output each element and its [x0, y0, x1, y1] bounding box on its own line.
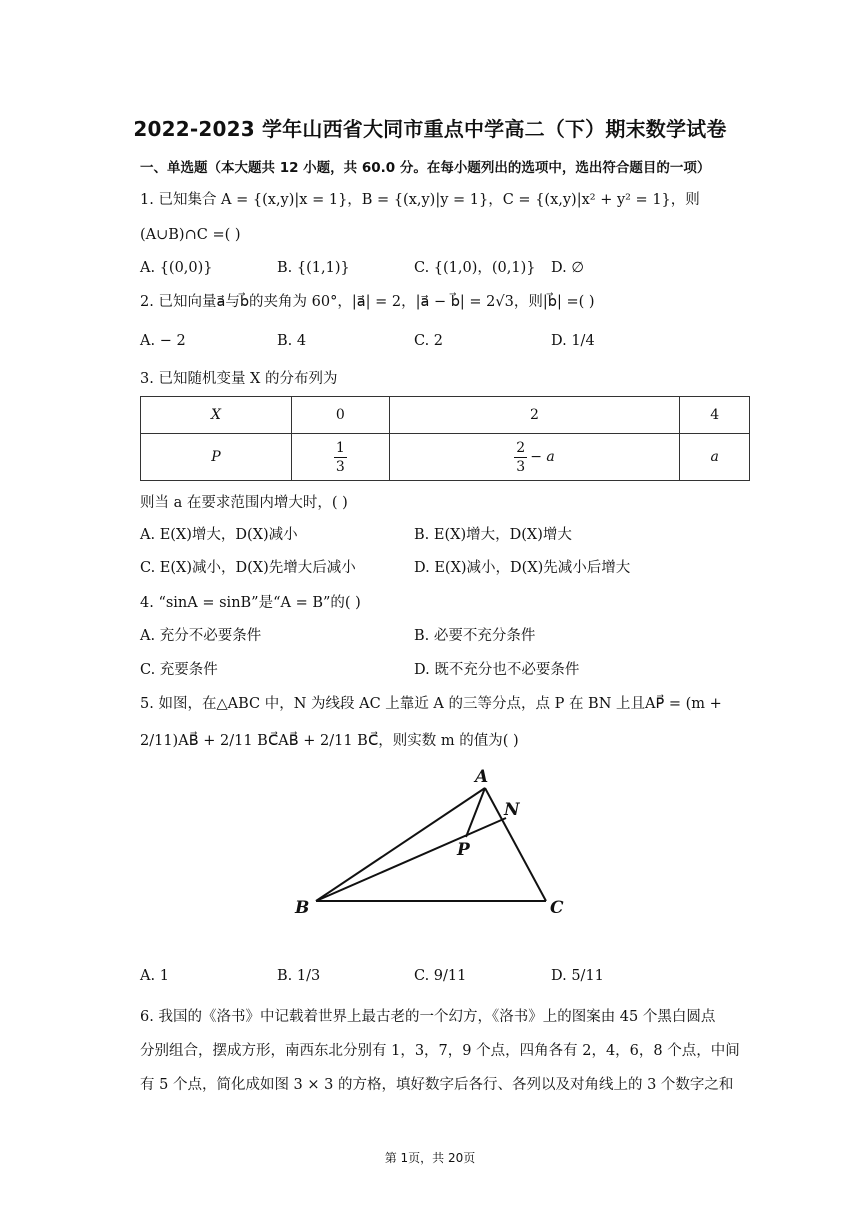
q1-stem: 1. 已知集合 A = {(x,y)|x = 1}，B = {(x,y)|y = 1}，C = {(x,y)|x² + y² = 1}，则	[140, 192, 700, 208]
q1-option-b: B. {(1,1)}	[277, 260, 350, 276]
q2-option-b: B. 4	[277, 333, 307, 349]
table-header-cell: 2	[389, 397, 680, 434]
q4-option-d: D. 既不充分也不必要条件	[414, 662, 580, 678]
table-header-cell: 4	[680, 397, 750, 434]
distribution-table	[140, 396, 750, 481]
vertex-label-a: A	[475, 767, 489, 787]
q5-option-b: B. 1/3	[277, 968, 321, 984]
numerator: 2	[516, 439, 526, 456]
q2-option-c: C. 2	[414, 333, 444, 349]
vertex-label-n: N	[504, 800, 520, 820]
table-header-cell: 0	[292, 397, 390, 434]
table-row	[141, 397, 750, 434]
q1-option-c: C. {(1,0)，(0,1)}	[414, 260, 536, 276]
q1-option-a: A. {(0,0)}	[140, 260, 213, 276]
q5-stem-cont: 2/11)AB⃗ + 2/11 BC⃗AB⃗ + 2/11 BC⃗，则实数 m 的值为( )	[140, 733, 519, 749]
q6-stem-cont-2: 有 5 个点，简化成如图 3 × 3 的方格，填好数字后各行、各列以及对角线上的 3 个数字之和	[140, 1077, 734, 1093]
page-footer: 第 1页，共 20页	[384, 1151, 476, 1165]
q6-stem-cont-1: 分别组合，摆成方形，南西东北分别有 1，3，7，9 个点，四角各有 2，4，6，8 个点，中间	[140, 1043, 740, 1059]
section-heading: 一、单选题（本大题共 12 小题，共 60.0 分。在每小题列出的选项中，选出符合题目的一项）	[140, 160, 711, 176]
denominator: 3	[516, 458, 526, 475]
q3-option-d: D. E(X)减小，D(X)先减小后增大	[414, 560, 631, 576]
q5-option-a: A. 1	[140, 968, 169, 984]
q3-option-c: C. E(X)减小，D(X)先增大后减小	[140, 560, 356, 576]
point-label-p: P	[457, 840, 470, 860]
table-header-cell: X	[141, 397, 292, 434]
table-cell: P	[141, 434, 292, 481]
fraction	[334, 439, 347, 476]
q4-option-b: B. 必要不充分条件	[414, 628, 536, 644]
q2-stem: 2. 已知向量a⃗与b⃗的夹角为 60°，|a⃗| = 2，|a⃗ − b⃗| = 2√3，则|b⃗| =( )	[140, 294, 595, 310]
minus-a: − a	[530, 449, 555, 465]
fraction	[514, 439, 527, 476]
q2-option-a: A. − 2	[140, 333, 186, 349]
vertex-label-b: B	[295, 898, 310, 918]
table-row	[141, 434, 750, 481]
triangle-figure	[280, 760, 580, 920]
q2-option-d: D. 1/4	[551, 333, 595, 349]
q6-stem: 6. 我国的《洛书》中记载着世界上最古老的一个幻方，《洛书》上的图案由 45 个黑白圆点	[140, 1009, 716, 1025]
q3-option-a: A. E(X)增大，D(X)减小	[140, 527, 298, 543]
table-cell	[389, 434, 680, 481]
table-cell	[292, 434, 390, 481]
vertex-label-c: C	[550, 898, 564, 918]
q5-stem: 5. 如图，在△ABC 中，N 为线段 AC 上靠近 A 的三等分点，点 P 在 BN 上且AP⃗ = (m +	[140, 696, 722, 712]
numerator: 1	[335, 439, 345, 456]
q1-stem-cont: (A∪B)∩C =( )	[140, 227, 241, 243]
q4-stem: 4. “sinA = sinB”是“A = B”的( )	[140, 595, 361, 611]
q3-option-b: B. E(X)增大，D(X)增大	[414, 527, 572, 543]
q5-option-d: D. 5/11	[551, 968, 604, 984]
q3-stem: 3. 已知随机变量 X 的分布列为	[140, 371, 338, 387]
q3-question: 则当 a 在要求范围内增大时，( )	[140, 495, 348, 511]
q5-option-c: C. 9/11	[414, 968, 467, 984]
q4-option-a: A. 充分不必要条件	[140, 628, 262, 644]
page-title: 2022-2023 学年山西省大同市重点中学高二（下）期末数学试卷	[133, 117, 727, 141]
denominator: 3	[335, 458, 345, 475]
q4-option-c: C. 充要条件	[140, 662, 218, 678]
table-cell: a	[680, 434, 750, 481]
q1-option-d: D. ∅	[551, 260, 584, 276]
